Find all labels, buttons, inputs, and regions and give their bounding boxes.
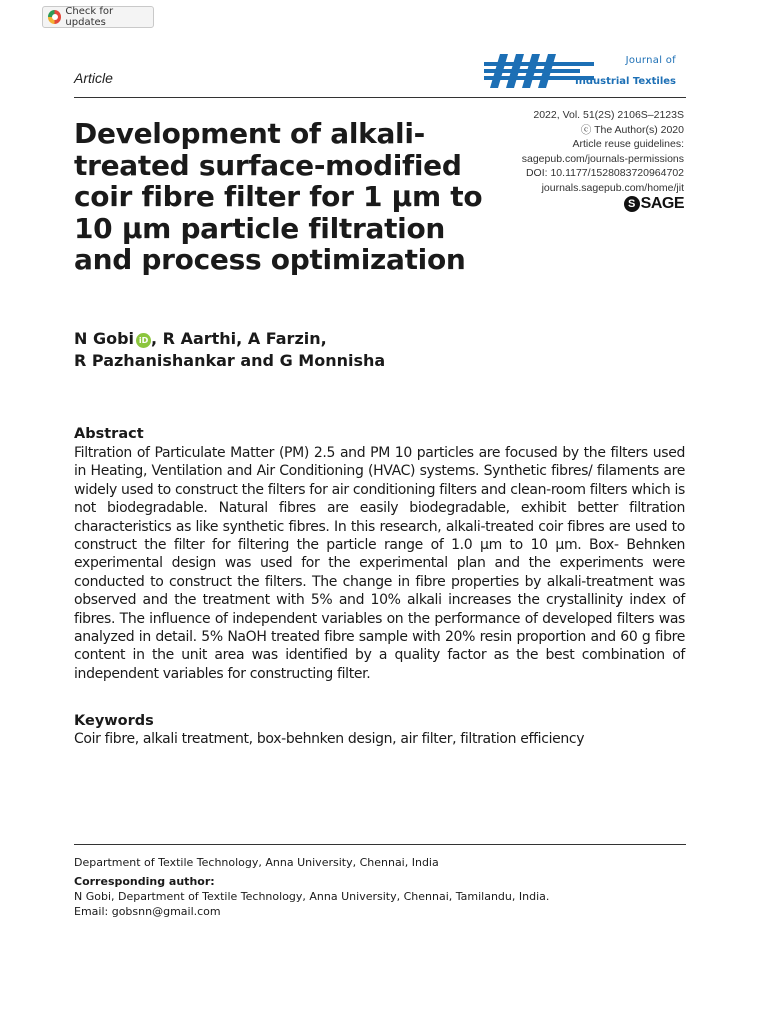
- header-divider: [74, 97, 686, 98]
- reuse-guidelines-label: Article reuse guidelines:: [572, 138, 684, 150]
- sage-s-icon: S: [624, 196, 640, 212]
- author-names: , R Aarthi, A Farzin,: [151, 329, 327, 348]
- doi-line[interactable]: DOI: 10.1177/1528083720964702: [525, 167, 684, 179]
- article-title: Development of alkali-treated surface-modified coir fibre filter for 1 μm to 10 μm particle filtration and process optimization: [74, 117, 483, 276]
- journal-name-line2: Industrial Textiles: [575, 76, 676, 87]
- abstract-body: Filtration of Particulate Matter (PM) 2.5 and PM 10 particles are focused by the filters used in Heating, Ventilation and Air Conditioning (HVAC) systems. Synthetic fibres/ filaments are widely used to construct the filters for air conditioning filters and clean-room filters which is not biodegradable. Natural fibres are easily biodegradable, exhibit better filtration characteristics as like synthetic fibres. In this research, alkali-treated coir fibres are used to construct the filter for filtering the particle range of 1.0 μm to 10 μm. Box- Behnken experimental design was used for the experimental plan and the experiments were conducted to construct the filters. The change in fibre properties by alkali-treatment was observed and the treatment with 5% and 10% alkali increases the crystallinity index of fibres. The influence of independent variables on the performance of developed filters was analyzed in detail. 5% NaOH treated fibre sample with 20% resin proportion and 60 g fibre content in the unit area was identified by a quality factor as the best combination of independent variables for constructing filter.: [74, 445, 685, 682]
- corresponding-author-heading: Corresponding author:: [74, 875, 215, 888]
- crossmark-icon: [48, 10, 61, 24]
- author-name: N Gobi: [74, 329, 135, 348]
- sage-wordmark: SAGE: [640, 195, 684, 212]
- author-names-line2: R Pazhanishankar and G Monnisha: [74, 351, 386, 370]
- article-metadata: [522, 108, 684, 195]
- keywords-list: Coir fibre, alkali treatment, box-behnken design, air filter, filtration efficiency: [74, 731, 585, 747]
- permissions-link[interactable]: sagepub.com/journals-permissions: [521, 152, 684, 165]
- footnotes: [74, 855, 549, 919]
- affiliation: Department of Textile Technology, Anna University, Chennai, India: [74, 856, 439, 869]
- check-for-updates-label: Check for updates: [65, 6, 114, 28]
- journal-logo: [484, 52, 686, 92]
- journal-homepage-link[interactable]: journals.sagepub.com/home/jit: [541, 181, 684, 194]
- sage-logo: [624, 195, 684, 213]
- copyright-line: ⓒ The Author(s) 2020: [580, 123, 684, 136]
- keywords-heading: Keywords: [74, 713, 154, 729]
- abstract-heading: Abstract: [74, 426, 144, 442]
- footnote-divider: [74, 844, 686, 845]
- article-type-label: Article: [74, 70, 113, 86]
- author-list: [74, 328, 494, 372]
- journal-name-line1: Journal of: [625, 55, 676, 66]
- citation-line: 2022, Vol. 51(2S) 2106S–2123S: [533, 109, 684, 121]
- corresponding-author-details: N Gobi, Department of Textile Technology, Anna University, Chennai, Tamilandu, India.: [74, 890, 550, 903]
- corresponding-author-email[interactable]: Email: gobsnn@gmail.com: [74, 905, 221, 918]
- orcid-icon[interactable]: iD: [136, 333, 151, 348]
- check-for-updates-button[interactable]: [42, 6, 154, 28]
